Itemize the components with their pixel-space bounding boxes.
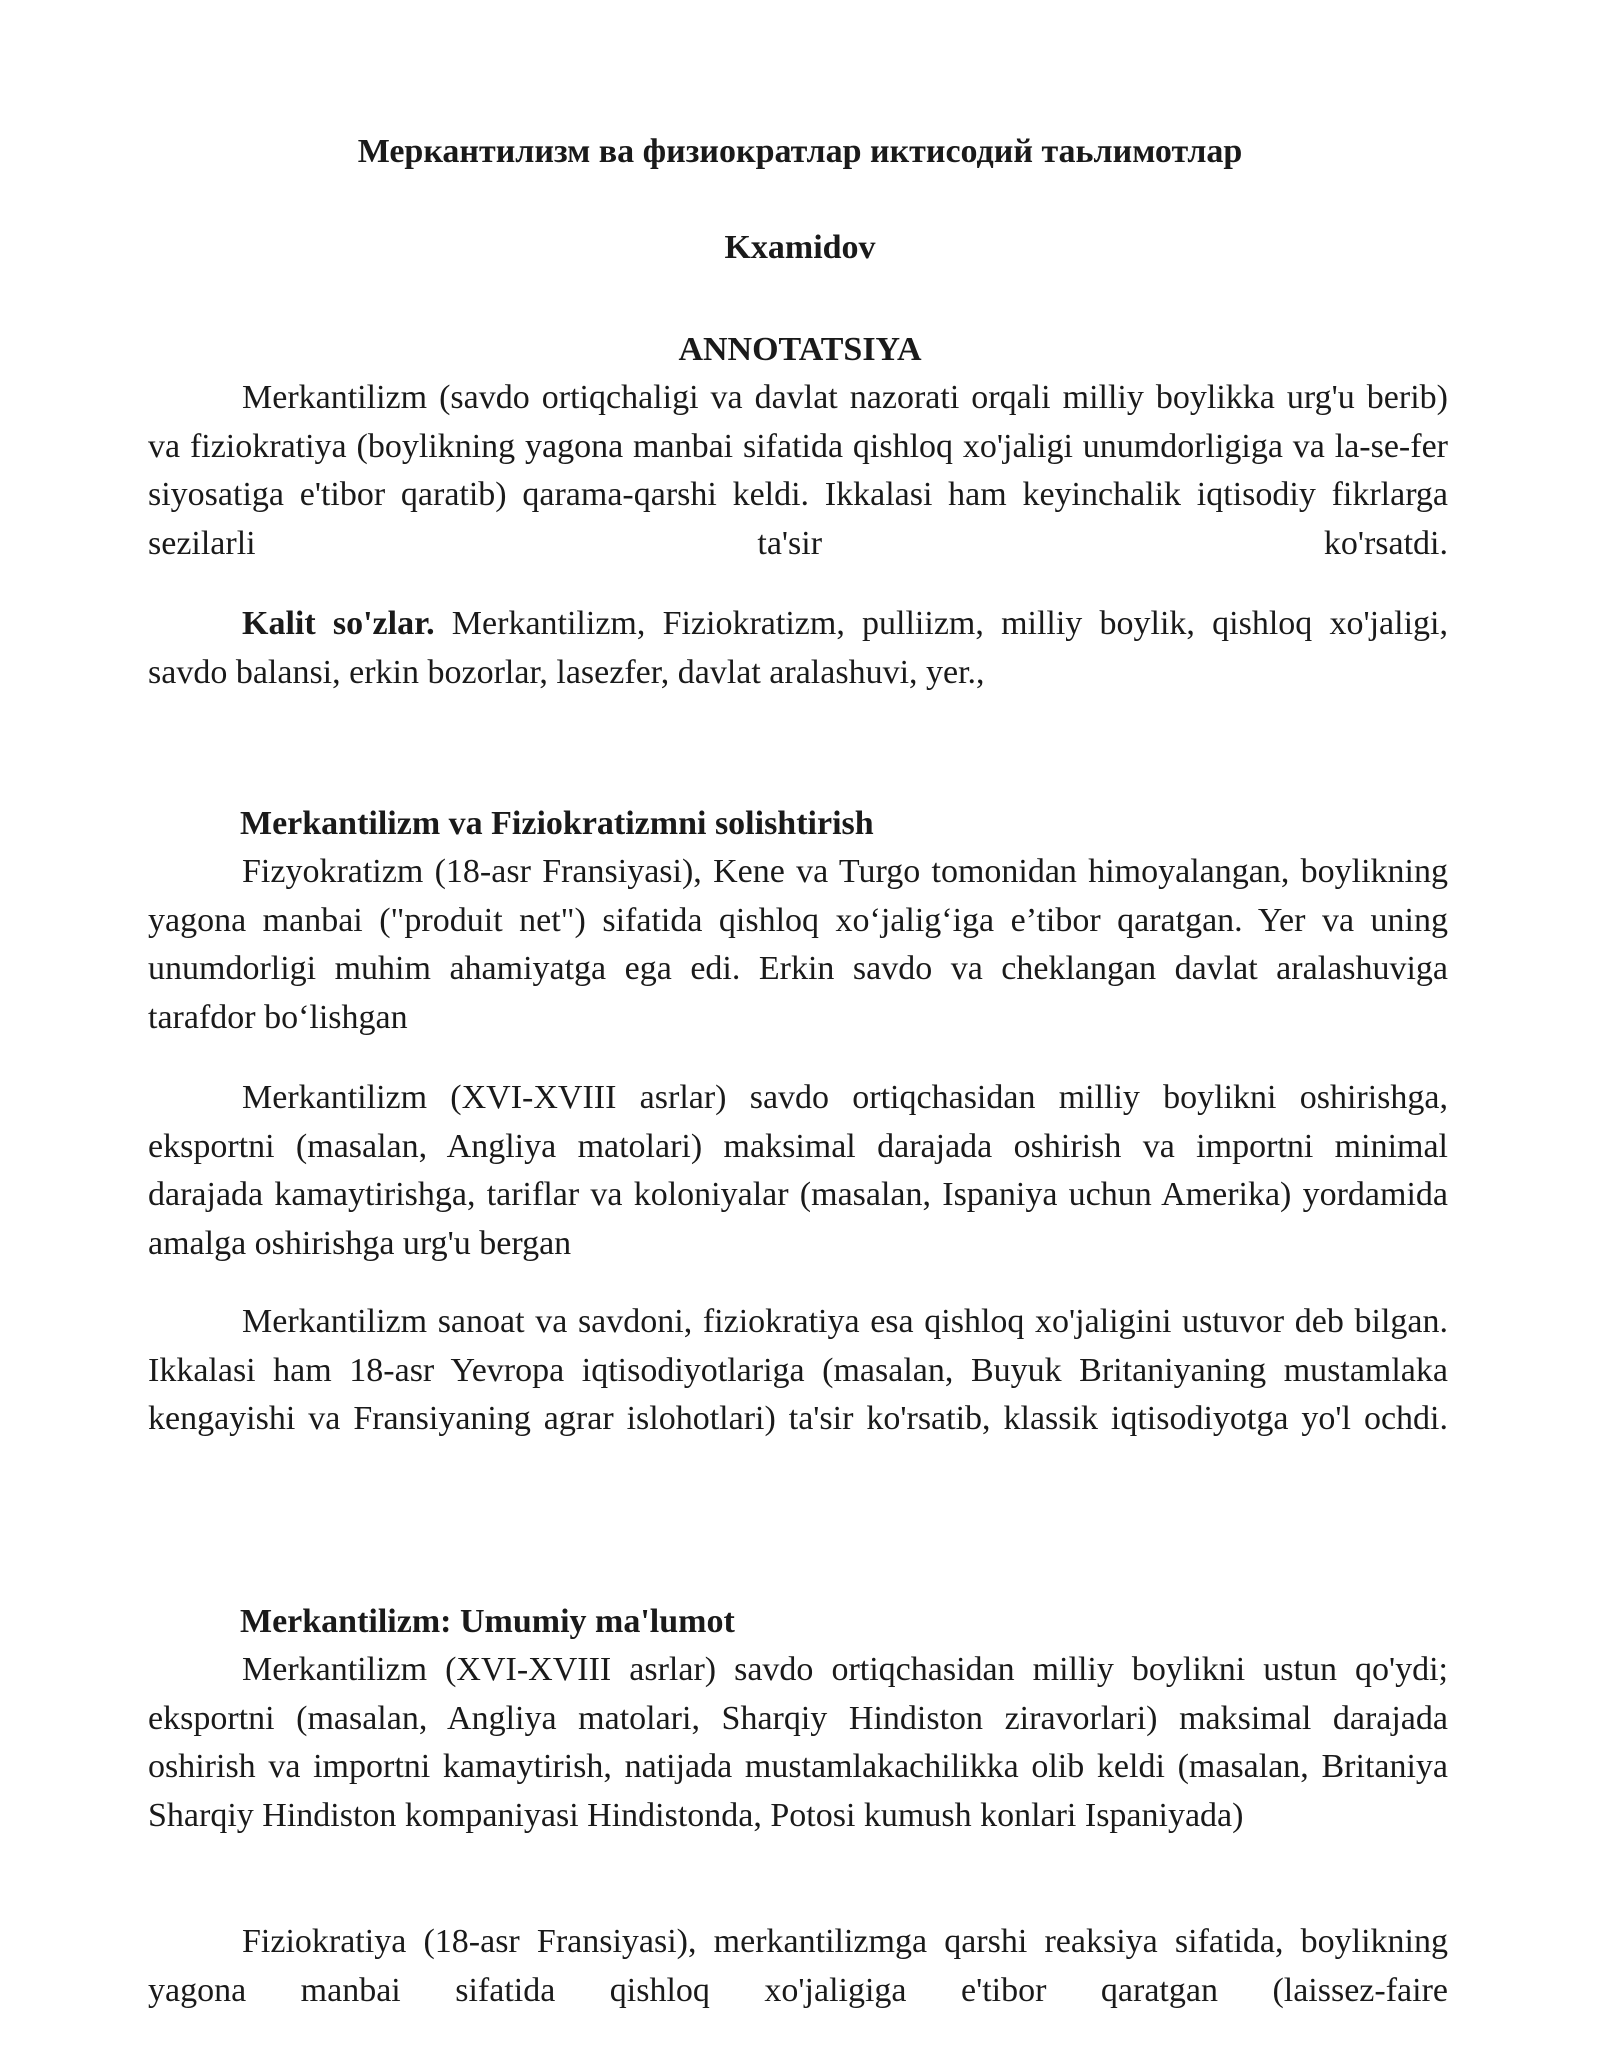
paragraph: Merkantilizm (XVI-XVIII asrlar) savdo ortiqchasidan milliy boylikni ustun qo'ydi; eksportni (masalan, Angliya matolari, Sharqiy Hindiston ziravorlari) maksimal darajada oshirish va importni kamaytirish, natijada mustamlakachilikka olib keldi (masalan, Britaniya Sharqiy Hindiston kompaniyasi Hindistonda, Potosi kumush konlari Ispaniyada) [148, 1651, 1448, 1834]
keywords-label: Kalit so'zlar. [242, 605, 435, 642]
document-title: Меркантилизм ва физиократлар иктисодий таьлимотлар [357, 133, 1243, 170]
section-mercantilism-p1 [148, 1646, 1448, 1840]
section-mercantilism-p2 [148, 1918, 1448, 2015]
document-author: Kxamidov [724, 229, 876, 266]
paragraph: Fizyokratizm (18-asr Fransiyasi), Kene va Turgo tomonidan himoyalangan, boylikning yagona manbai ("produit net") sifatida qishloq xo‘jalig‘iga e’tibor qaratgan. Yer va uning unumdorligi muhim ahamiyatga ega edi. Erkin savdo va cheklangan davlat aralashuviga tarafdor bo‘lishgan [148, 853, 1448, 1036]
section-comparison-p3 [148, 1298, 1448, 1444]
section-heading-comparison: Merkantilizm va Fiziokratizmni solishtirish [240, 805, 874, 842]
keywords-text: Merkantilizm, Fiziokratizm, pulliizm, milliy boylik, qishloq xo'jaligi, savdo balansi, erkin bozorlar, lasezfer, davlat aralashuvi, yer., [148, 605, 1448, 691]
keywords-paragraph [148, 600, 1448, 697]
section-comparison-p1 [148, 848, 1448, 1042]
paragraph: Fiziokratiya (18-asr Fransiyasi), merkantilizmga qarshi reaksiya sifatida, boylikning yagona manbai sifatida qishloq xo'jaligiga e'tibor qaratgan (laissez-faire [148, 1923, 1448, 2009]
paragraph: Merkantilizm sanoat va savdoni, fiziokratiya esa qishloq xo'jaligini ustuvor deb bilgan. Ikkalasi ham 18-asr Yevropa iqtisodiyotlariga (masalan, Buyuk Britaniyaning mustamlaka kengayishi va Fransiyaning agrar islohotlari) ta'sir ko'rsatib, klassik iqtisodiyotga yo'l ochdi. [148, 1303, 1448, 1437]
annotation-heading: ANNOTATSIYA [678, 331, 922, 368]
keywords-block [148, 600, 1448, 697]
paragraph: Merkantilizm (XVI-XVIII asrlar) savdo ortiqchasidan milliy boylikni oshirishga, eksportni (masalan, Angliya matolari) maksimal darajada oshirish va importni minimal darajada kamaytirishga, tariflar va koloniyalar (masalan, Ispaniya uchun Amerika) yordamida amalga oshirishga urg'u bergan [148, 1079, 1448, 1262]
annotation-paragraph: Merkantilizm (savdo ortiqchaligi va davlat nazorati orqali milliy boylikka urg'u berib) va fiziokratiya (boylikning yagona manbai sifatida qishloq xo'jaligi unumdorligiga va la-se-fer siyosatiga e'tibor qaratib) qarama-qarshi keldi. Ikkalasi ham keyinchalik iqtisodiy fikrlarga sezilarli ta'sir ko'rsatdi. [148, 379, 1448, 562]
section-heading-mercantilism: Merkantilizm: Umumiy ma'lumot [240, 1603, 735, 1640]
annotation-block [148, 374, 1448, 568]
section-comparison-p2 [148, 1074, 1448, 1268]
